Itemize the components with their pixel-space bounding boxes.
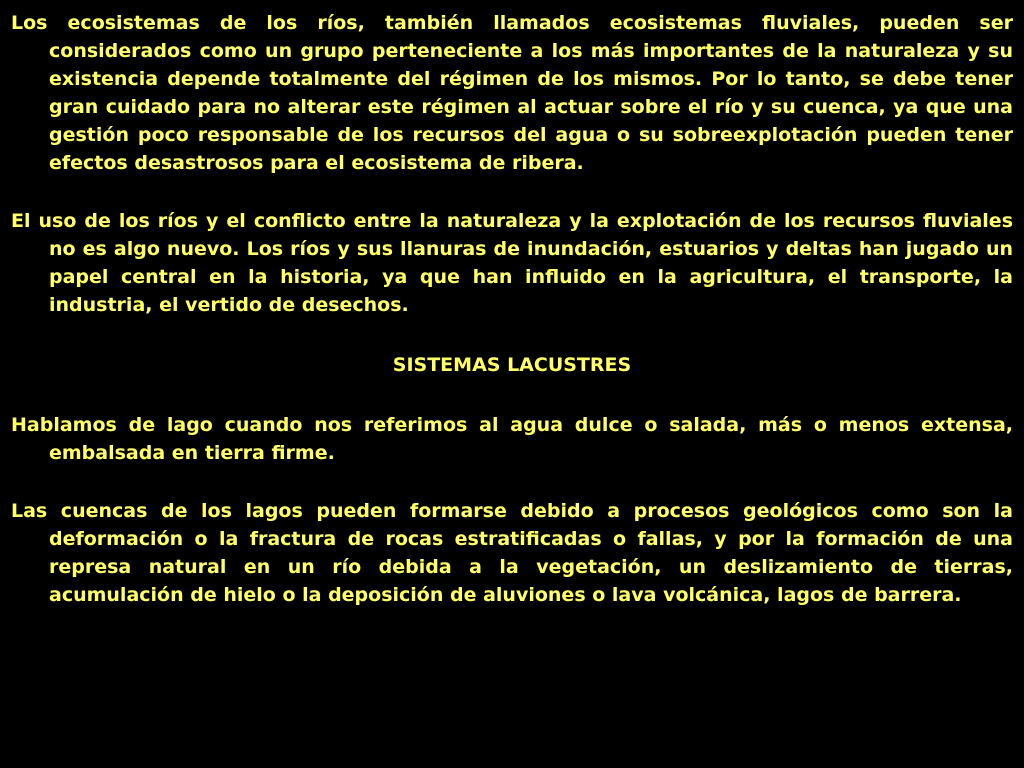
spacer (11, 467, 1013, 497)
spacer (11, 379, 1013, 411)
paragraph-lake-basins: Las cuencas de los lagos pueden formarse debido a procesos geológicos como son la deformación o la fractura de rocas estratificadas o fallas, y por la formación de una represa natural en un río debida a la vegetación, un deslizamiento de tierras, acumulación de hielo o la deposición de aluviones o lava volcánica, lagos de barrera. (11, 500, 1013, 606)
paragraph-river-use: El uso de los ríos y el conflicto entre la naturaleza y la explotación de los recursos fluviales no es algo nuevo. Los ríos y sus llanuras de inundación, estuarios y deltas han jugado un papel central en la historia, ya que han influido en la agricultura, el transporte, la industria, el vertido de desechos. (11, 210, 1013, 316)
section-heading: SISTEMAS LACUSTRES (392, 354, 632, 376)
spacer (11, 177, 1013, 207)
paragraph-river-ecosystems: Los ecosistemas de los ríos, también llamados ecosistemas fluviales, pueden ser considerados como un grupo perteneciente a los más importantes de la naturaleza y su existencia depende totalmente del régimen de los mismos. Por lo tanto, se debe tener gran cuidado para no alterar este régimen al actuar sobre el río y su cuenca, ya que una gestión poco responsable de los recursos del agua o su sobreexplotación pueden tener efectos desastrosos para el ecosistema de ribera. (11, 12, 1013, 174)
paragraph-lake-definition: Hablamos de lago cuando nos referimos al agua dulce o salada, más o menos extensa, embalsada en tierra firme. (11, 414, 1013, 464)
spacer (11, 319, 1013, 351)
